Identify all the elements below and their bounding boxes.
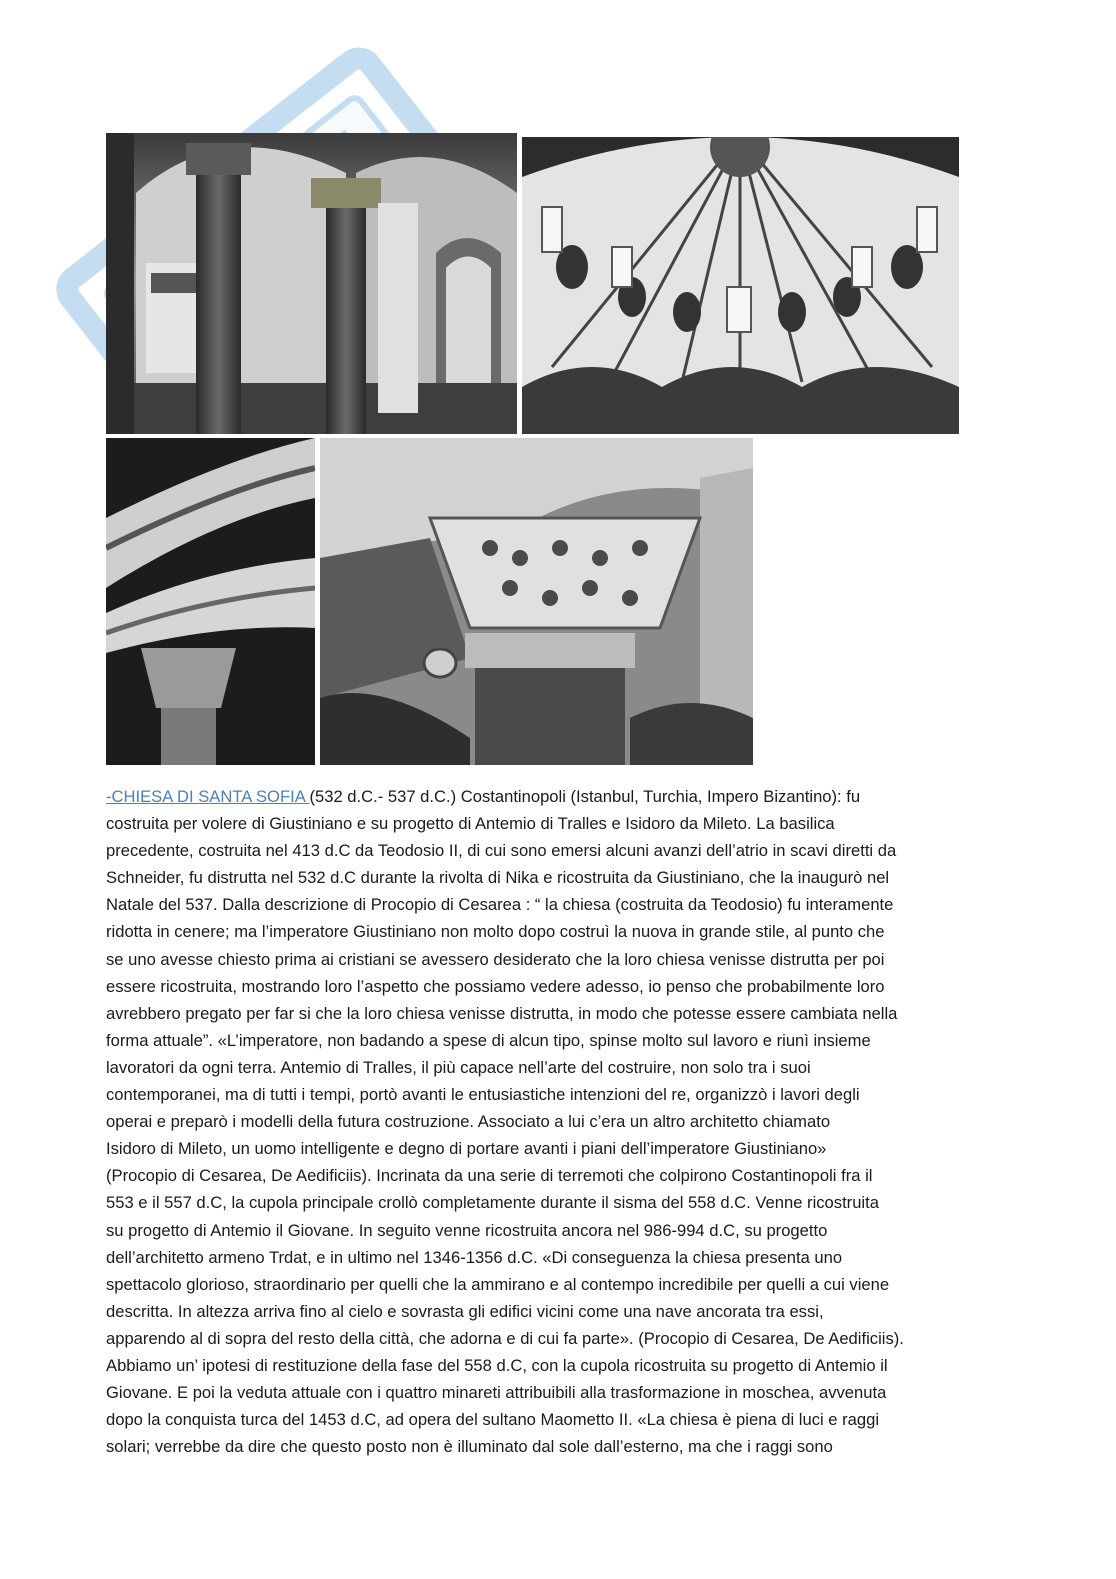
text-line: Isidoro di Mileto, un uomo intelligente e degno di portare avanti i piani dell’imperatore Giustiniano» (106, 1139, 827, 1159)
article-text (106, 783, 1006, 1460)
text-line: su progetto di Antemio il Giovane. In seguito venne ricostruita ancora nel 986-994 d.C, su progetto (106, 1220, 828, 1240)
text-line: precedente, costruita nel 413 d.C da Teodosio II, di cui sono emersi alcuni avanzi dell’atrio in scavi diretti da (106, 841, 897, 861)
text-line: ridotta in cenere; ma l’imperatore Giustiniano non molto dopo costruì la nuova in grande stile, al punto che (106, 922, 885, 942)
text-line: avrebbero pregato per far si che la loro chiesa venisse distrutta, in modo che potesse essere cambiata nella (106, 1003, 898, 1023)
text-line: apparendo al di sopra del resto della città, che adorna e di cui fa parte». (Procopio di Cesarea, De Aedificiis). (106, 1328, 904, 1348)
text-line: costruita per volere di Giustiniano e su progetto di Antemio di Tralles e Isidoro da Mileto. La basilica (106, 814, 835, 834)
photo-interior-columns (106, 133, 517, 434)
text-line: solari; verrebbe da dire che questo posto non è illuminato dal sole dall’esterno, ma che i raggi sono (106, 1437, 833, 1457)
heading-link-santa-sofia[interactable]: -CHIESA DI SANTA SOFIA (106, 787, 310, 806)
text-line: forma attuale”. «L’imperatore, non badando a spese di alcun tipo, spinse molto sul lavoro e riunì insieme (106, 1030, 871, 1050)
text-line: lavoratori da ogni terra. Antemio di Tralles, il più capace nell’arte del costruire, non solo tra i suoi (106, 1057, 811, 1077)
text-line: operai e preparò i modelli della futura costruzione. Associato a lui c’era un altro architetto chiamato (106, 1112, 831, 1132)
text-line-1: -CHIESA DI SANTA SOFIA (532 d.C.- 537 d.C.) Costantinopoli (Istanbul, Turchia, Impero Bizantino): fu (106, 787, 861, 806)
text-line: Giovane. E poi la veduta attuale con i quattro minareti attribuibili alla trasformazione in moschea, avvenuta (106, 1383, 887, 1403)
text-line: dell’architetto armeno Trdat, e in ultimo nel 1346-1356 d.C. «Di conseguenza la chiesa presenta uno (106, 1247, 843, 1267)
text-line: essere ricostruita, mostrando loro l’aspetto che possiamo vedere adesso, io penso che probabilmente loro (106, 976, 885, 996)
text-line: descritta. In altezza arriva fino al cielo e sovrasta gli edifici vicini come una nave ancorata tra essi, (106, 1301, 824, 1321)
text-line: Abbiamo un’ ipotesi di restituzione della fase del 558 d.C, con la cupola ricostruita su progetto di Antemio il (106, 1355, 888, 1375)
text-line: se uno avesse chiesto prima ai cristiani se avessero desiderato che la loro chiesa venisse distrutta per poi (106, 949, 885, 969)
text-line: contemporanei, ma di tutti i tempi, portò avanti le entusiastiche intenzioni del re, organizzò i lavori degli (106, 1085, 860, 1105)
text-line: Schneider, fu distrutta nel 532 d.C durante la rivolta di Nika e ricostruita da Giustiniano, che la inaugurò nel (106, 868, 890, 888)
text-line: Natale del 537. Dalla descrizione di Procopio di Cesarea : “ la chiesa (costruita da Teodosio) fu interamente (106, 895, 894, 915)
text-line: (Procopio di Cesarea, De Aedificiis). Incrinata da una serie di terremoti che colpirono Costantinopoli fra il (106, 1166, 873, 1186)
text-line: 553 e il 557 d.C, la cupola principale crollò completamente durante il sisma del 558 d.C. Venne ricostruita (106, 1193, 879, 1213)
text-line: spettacolo glorioso, straordinario per quelli che la ammirano e al contempo incredibile per quelli a cui viene (106, 1274, 890, 1294)
text-line: dopo la conquista turca del 1453 d.C, ad opera del sultano Maometto II. «La chiesa è piena di luci e raggi (106, 1410, 880, 1430)
photo-capital-detail (320, 438, 753, 765)
photo-dome-interior (522, 137, 959, 434)
photo-capital-arch (106, 438, 315, 765)
